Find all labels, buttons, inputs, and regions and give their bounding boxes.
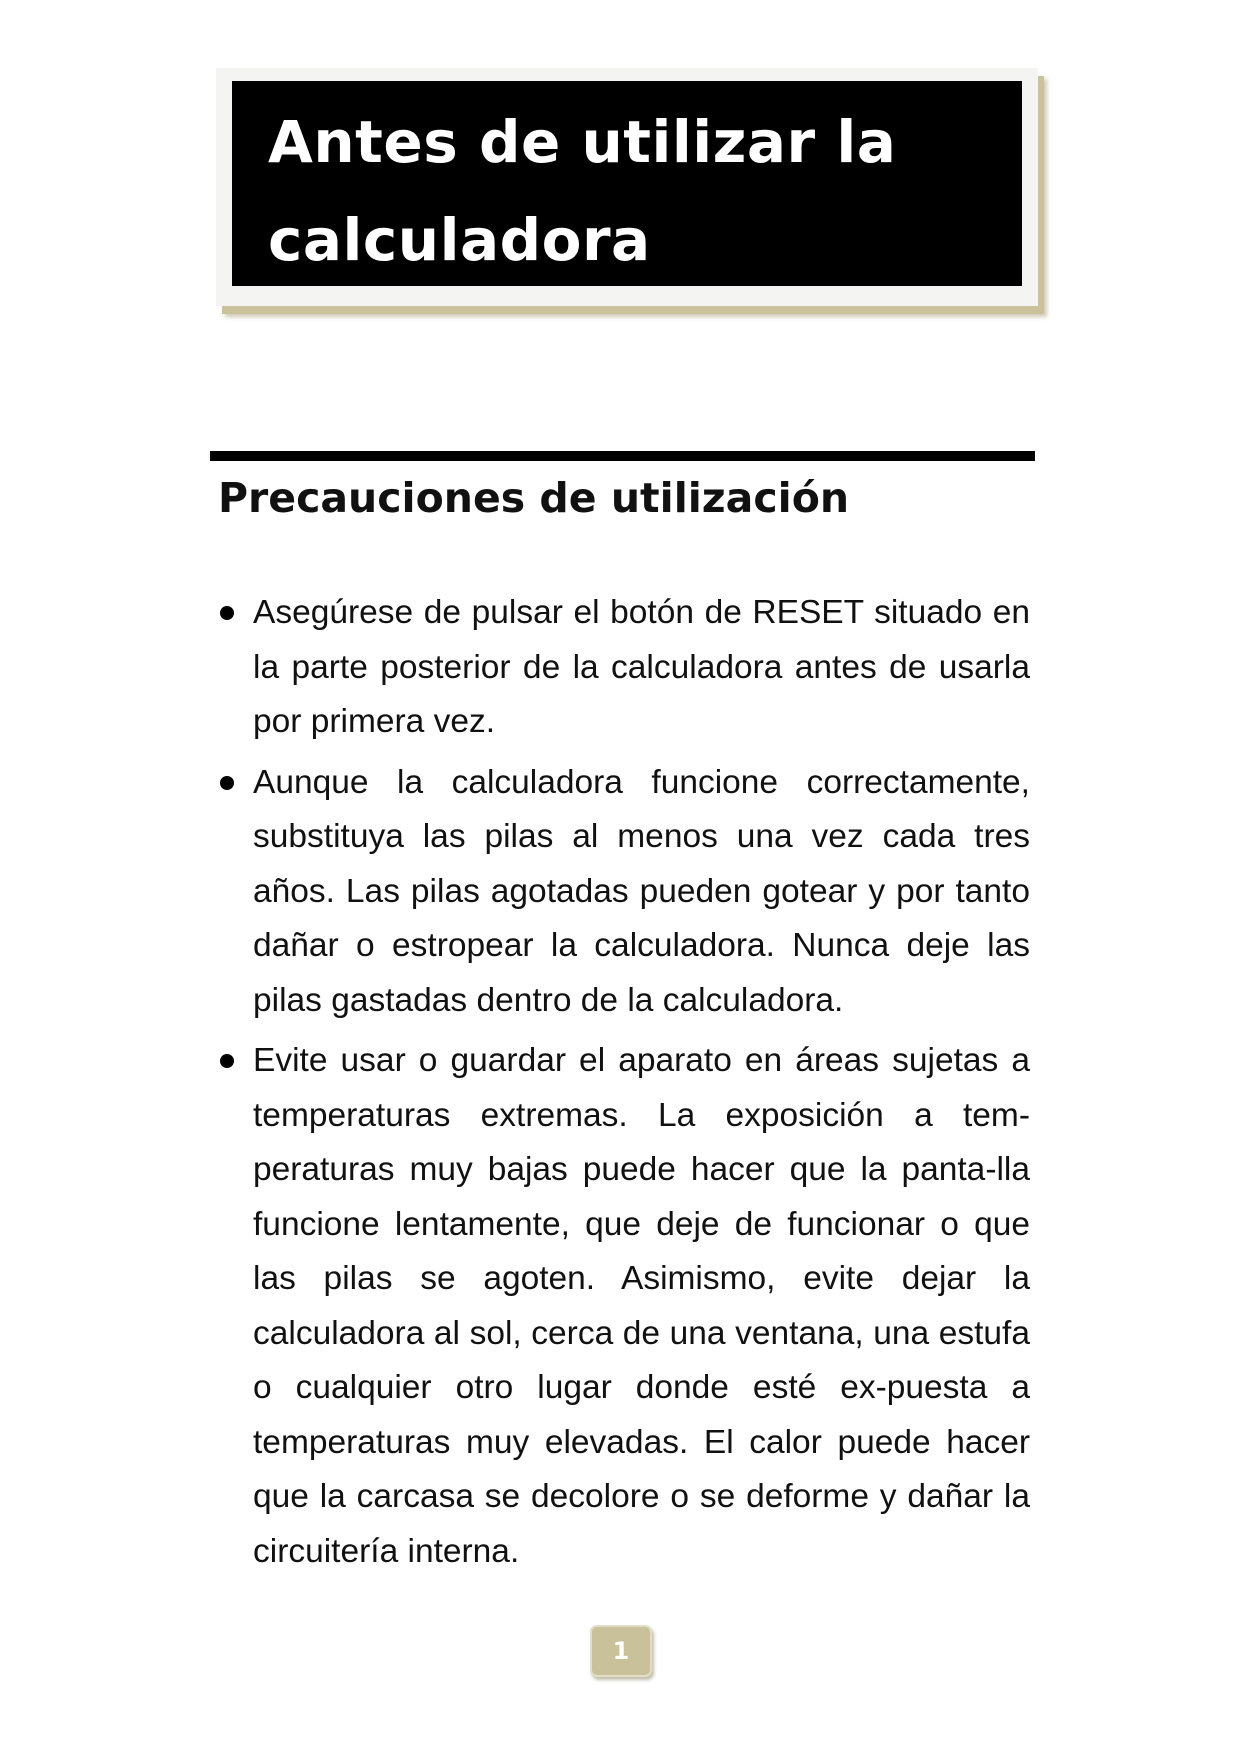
bullet-icon xyxy=(220,606,234,620)
list-item-text: Asegúrese de pulsar el botón de RESET situado en la parte posterior de la calculadora antes de usarla por primera vez. xyxy=(253,594,1030,740)
bullet-icon xyxy=(220,1054,234,1068)
list-item xyxy=(218,1034,1030,1579)
section-heading: Precauciones de utilización xyxy=(218,474,850,522)
section-divider xyxy=(210,451,1035,461)
list-item-text: Aunque la calculadora funcione correctamente, substituya las pilas al menos una vez cada tres años. Las pilas agotadas pueden gotear y por tanto dañar o estropear la calculadora. Nunca deje las pilas gastadas dentro de la calculadora. xyxy=(253,763,1030,1019)
list-item xyxy=(218,756,1030,1029)
page-title xyxy=(268,93,986,289)
list-item xyxy=(218,586,1030,750)
list-item-text: Evite usar o guardar el aparato en áreas sujetas a temperaturas extremas. La exposición a tem-peraturas muy bajas puede hacer que la panta-lla funcione lentamente, que deje de funcionar o que las pilas se agoten. Asimismo, evite dejar la calculadora al sol, cerca de una ventana, una estufa o cualquier otro lugar donde esté ex-puesta a temperaturas muy elevadas. El calor puede hacer que la carcasa se decolore o se deforme y dañar la circuitería interna. xyxy=(253,1042,1030,1570)
precautions-list xyxy=(218,586,1030,1585)
title-banner-frame xyxy=(216,68,1038,306)
page-title-line-2: calculadora xyxy=(268,206,651,274)
page-number-badge xyxy=(590,1625,652,1677)
bullet-icon xyxy=(220,776,234,790)
title-banner xyxy=(232,81,1022,286)
page-number: 1 xyxy=(612,1637,630,1665)
page-title-line-1: Antes de utilizar la xyxy=(268,108,897,176)
